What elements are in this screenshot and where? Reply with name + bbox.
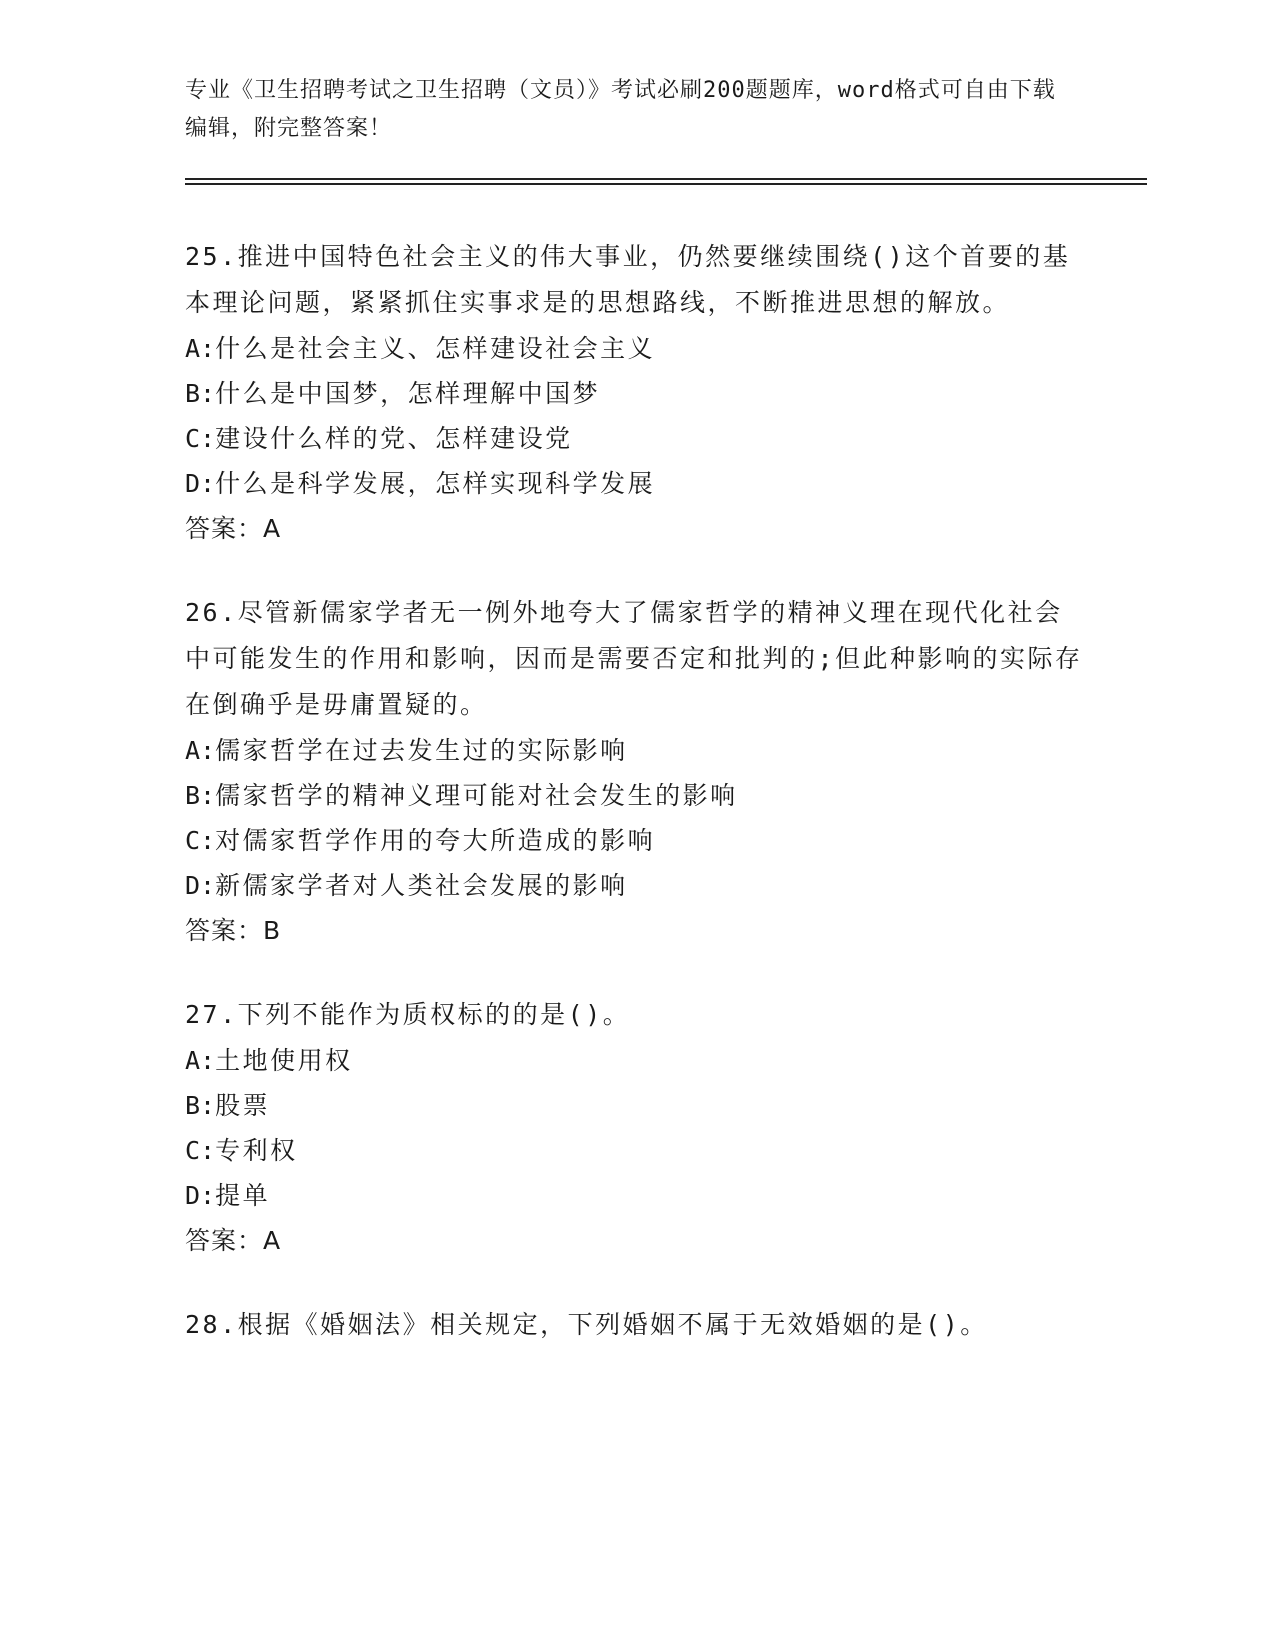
option-text: 什么是社会主义、怎样建设社会主义 — [215, 334, 656, 363]
option-d — [185, 1173, 1085, 1218]
option-b — [185, 773, 1085, 818]
option-text: 专利权 — [215, 1136, 298, 1165]
option-letter: B: — [185, 379, 216, 408]
option-text: 什么是科学发展，怎样实现科学发展 — [215, 469, 656, 498]
question-stem: 28.根据《婚姻法》相关规定，下列婚姻不属于无效婚姻的是()。 — [185, 1310, 988, 1339]
header-divider-bottom — [185, 183, 1147, 185]
question-27 — [185, 992, 1085, 1264]
question-28 — [185, 1302, 1085, 1348]
question-26 — [185, 590, 1085, 954]
question-stem: 26.尽管新儒家学者无一例外地夸大了儒家哲学的精神义理在现代化社会中可能发生的作用和影响，因而是需要否定和批判的;但此种影响的实际存在倒确乎是毋庸置疑的。 — [185, 598, 1083, 719]
option-a — [185, 1038, 1085, 1083]
header-divider-top — [185, 178, 1147, 180]
option-letter: D: — [185, 871, 216, 900]
option-list — [185, 728, 1085, 908]
option-b — [185, 371, 1085, 416]
option-text: 什么是中国梦，怎样理解中国梦 — [215, 379, 601, 408]
option-letter: D: — [185, 1181, 216, 1210]
option-text: 新儒家学者对人类社会发展的影响 — [215, 871, 628, 900]
option-letter: A: — [185, 1046, 216, 1075]
option-a — [185, 728, 1085, 773]
option-text: 儒家哲学在过去发生过的实际影响 — [215, 736, 628, 765]
option-d — [185, 863, 1085, 908]
option-letter: A: — [185, 334, 216, 363]
option-list — [185, 326, 1085, 506]
option-text: 提单 — [215, 1181, 271, 1210]
question-stem: 27.下列不能作为质权标的的是()。 — [185, 1000, 631, 1029]
document-header: 专业《卫生招聘考试之卫生招聘（文员）》考试必刷200题题库，word格式可自由下载编辑，附完整答案！ — [185, 78, 1056, 141]
option-text: 对儒家哲学作用的夸大所造成的影响 — [215, 826, 656, 855]
option-list — [185, 1038, 1085, 1218]
option-c — [185, 818, 1085, 863]
option-letter: D: — [185, 469, 216, 498]
option-d — [185, 461, 1085, 506]
option-letter: C: — [185, 424, 216, 453]
option-text: 股票 — [215, 1091, 271, 1120]
question-stem: 25.推进中国特色社会主义的伟大事业，仍然要继续围绕()这个首要的基本理论问题，紧紧抓住实事求是的思想路线，不断推进思想的解放。 — [185, 242, 1071, 317]
option-letter: C: — [185, 1136, 216, 1165]
option-c — [185, 1128, 1085, 1173]
question-list — [185, 234, 1085, 1386]
option-text: 土地使用权 — [215, 1046, 353, 1075]
option-letter: C: — [185, 826, 216, 855]
option-b — [185, 1083, 1085, 1128]
option-text: 儒家哲学的精神义理可能对社会发生的影响 — [215, 781, 738, 810]
option-text: 建设什么样的党、怎样建设党 — [215, 424, 573, 453]
option-c — [185, 416, 1085, 461]
option-letter: B: — [185, 781, 216, 810]
answer-line: 答案：A — [185, 514, 282, 543]
option-letter: B: — [185, 1091, 216, 1120]
question-25 — [185, 234, 1085, 552]
answer-line: 答案：B — [185, 916, 282, 945]
option-letter: A: — [185, 736, 216, 765]
option-a — [185, 326, 1085, 371]
answer-line: 答案：A — [185, 1226, 282, 1255]
